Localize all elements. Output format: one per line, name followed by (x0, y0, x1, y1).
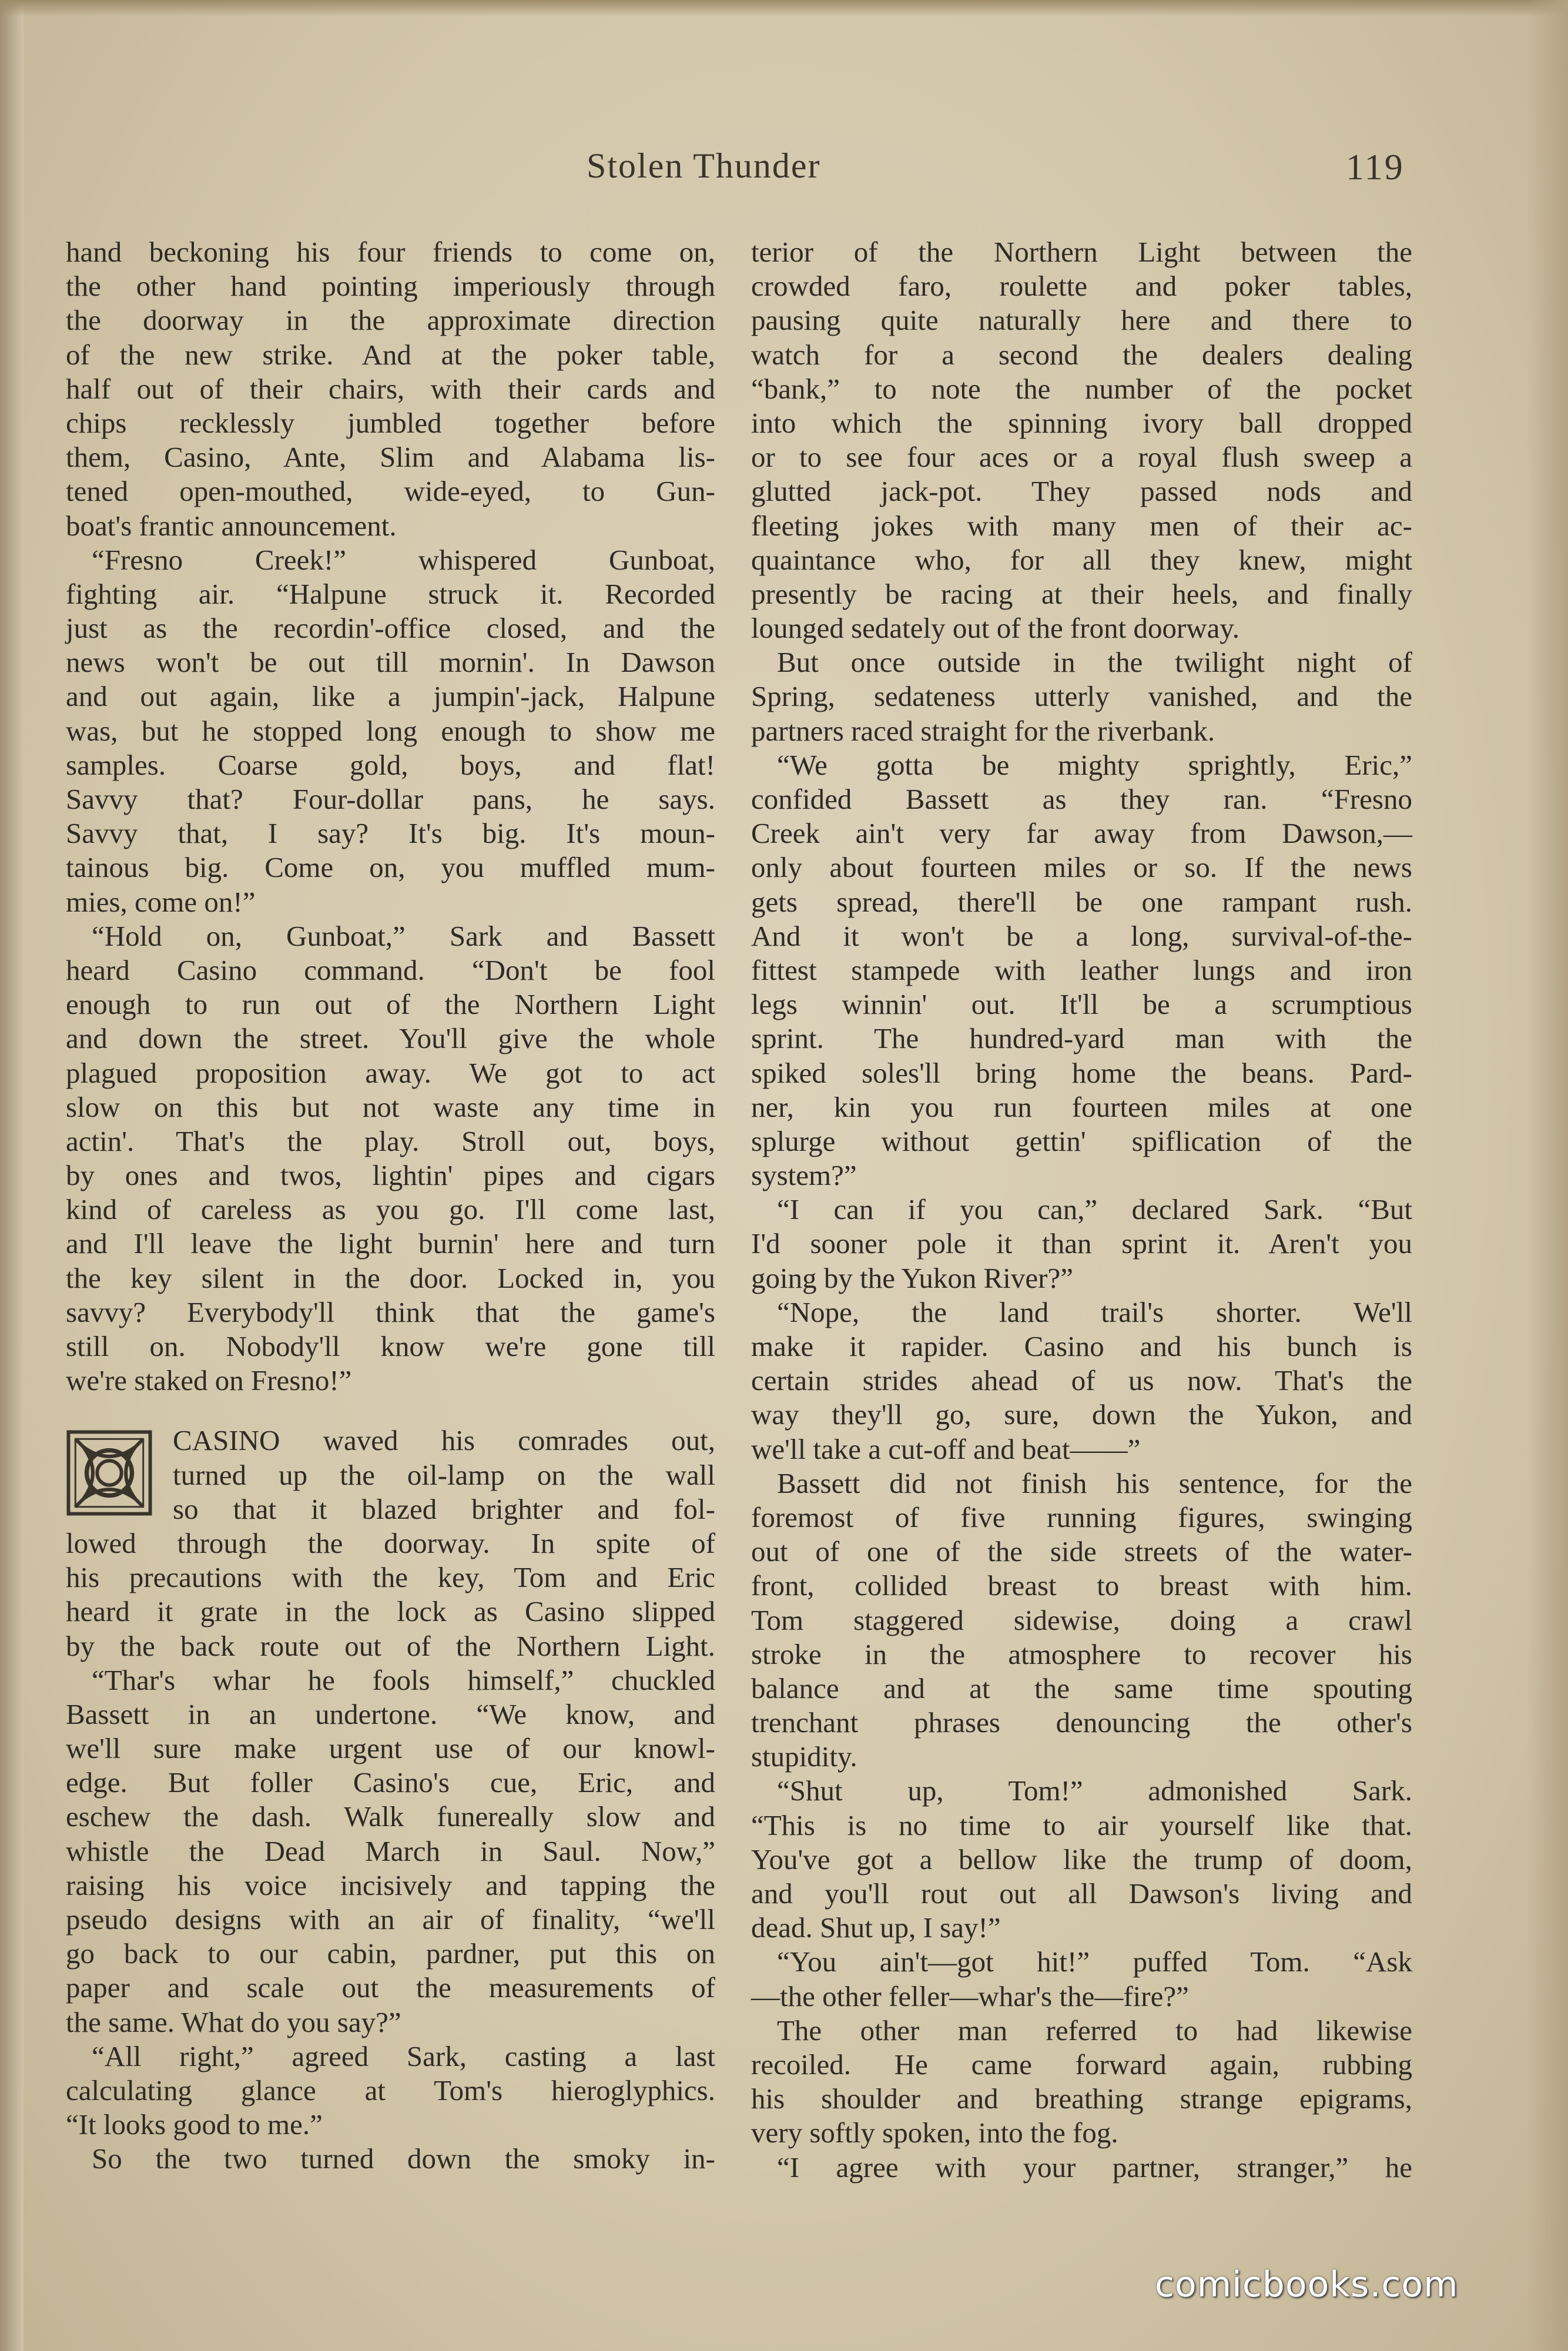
text-line: recoiled. He came forward again, rubbing (751, 2048, 1412, 2081)
text-line: And it won't be a long, survival-of-the- (751, 919, 1412, 952)
section-break (66, 1398, 715, 1424)
text-line: them, Casino, Ante, Slim and Alabama lis- (66, 441, 715, 474)
text-line: “It looks good to me.” (66, 2108, 323, 2141)
text-line: watch for a second the dealers dealing (751, 338, 1412, 371)
text-line: we're staked on Fresno!” (66, 1364, 352, 1397)
text-line: just as the recordin'-office closed, and the (66, 612, 715, 645)
text-line: crowded faro, roulette and poker tables, (751, 270, 1412, 303)
text-line: and you'll rout out all Dawson's living and (751, 1877, 1412, 1910)
text-line: confided Bassett as they ran. “Fresno (751, 783, 1412, 815)
text-line: edge. But foller Casino's cue, Eric, and (66, 1766, 715, 1799)
text-line: stupidity. (751, 1740, 857, 1773)
text-line: I'd sooner pole it than sprint it. Aren't you (751, 1227, 1412, 1260)
page-number: 119 (1346, 148, 1405, 187)
text-line: foremost of five running figures, swinging (751, 1501, 1412, 1533)
running-title: Stolen Thunder (587, 146, 821, 185)
text-line: “We gotta be mighty sprightly, Eric,” (777, 748, 1412, 781)
text-line: spiked soles'll bring home the beans. Pard- (751, 1056, 1412, 1089)
text-line: calculating glance at Tom's hieroglyphics. (66, 2074, 715, 2106)
text-line: tened open-mouthed, wide-eyed, to Gun- (66, 475, 715, 508)
text-line: quaintance who, for all they knew, might (751, 543, 1412, 576)
celtic-knot-ornament-icon (66, 1429, 153, 1516)
text-line: pseudo designs with an air of finality, “we'll (66, 1903, 715, 1935)
text-line: “I agree with your partner, stranger,” he (777, 2151, 1412, 2183)
text-line: legs winnin' out. It'll be a scrumptious (751, 988, 1412, 1021)
text-line: half out of their chairs, with their cards and (66, 372, 715, 405)
text-line: the key silent in the door. Locked in, you (66, 1261, 715, 1294)
text-line: the same. What do you say?” (66, 2005, 401, 2038)
text-line (66, 1424, 715, 1458)
text-line: “bank,” to note the number of the pocket (751, 372, 1412, 405)
text-line: “This is no time to air yourself like that. (751, 1809, 1412, 1841)
text-line: samples. Coarse gold, boys, and flat! (66, 748, 715, 781)
text-line: terior of the Northern Light between the (751, 236, 1412, 268)
text-line: glutted jack-pot. They passed nods and (751, 475, 1412, 508)
text-line: we'll take a cut-off and beat——” (751, 1432, 1141, 1465)
text-line: boat's frantic announcement. (66, 509, 397, 542)
text-line: by ones and twos, lightin' pipes and cigars (66, 1159, 715, 1192)
right-text-column (751, 235, 1412, 2185)
text-line: So the two turned down the smoky in- (92, 2142, 715, 2175)
text-line: kind of careless as you go. I'll come last, (66, 1193, 715, 1226)
text-line: chips recklessly jumbled together before (66, 406, 715, 439)
text-line: by the back route out of the Northern Light. (66, 1629, 715, 1662)
text-line: slow on this but not waste any time in (66, 1090, 715, 1123)
text-line: “You ain't—got hit!” puffed Tom. “Ask (777, 1945, 1412, 1978)
text-line: fleeting jokes with many men of their ac- (751, 509, 1412, 542)
text-line: pausing quite naturally here and there to (751, 304, 1412, 337)
text-line: the other hand pointing imperiously through (66, 270, 715, 303)
text-line: partners raced straight for the riverbank. (751, 714, 1215, 747)
text-line: gets spread, there'll be one rampant rush. (751, 885, 1412, 918)
text-line: plagued proposition away. We got to act (66, 1056, 715, 1089)
text-line: the doorway in the approximate direction (66, 304, 715, 337)
text-line: fittest stampede with leather lungs and iron (751, 953, 1412, 986)
text-line: fighting air. “Halpune struck it. Recorded (66, 577, 715, 610)
text-line: out of one of the side streets of the water- (751, 1535, 1412, 1568)
text-line: “All right,” agreed Sark, casting a last (92, 2039, 715, 2072)
text-line: only about fourteen miles or so. If the news (751, 851, 1412, 884)
text-line: Savvy that? Four-dollar pans, he says. (66, 783, 715, 815)
text-line: —the other feller—whar's the—fire?” (751, 1980, 1189, 2012)
text-line: savvy? Everybody'll think that the game's (66, 1295, 715, 1328)
text-line: and down the street. You'll give the whole (66, 1022, 715, 1055)
text-line: actin'. That's the play. Stroll out, boys, (66, 1124, 715, 1157)
text-line: of the new strike. And at the poker table, (66, 338, 715, 371)
text-line: his precautions with the key, Tom and Eric (66, 1561, 715, 1594)
text-line: Savvy that, I say? It's big. It's moun- (66, 817, 715, 850)
text-line: eschew the dash. Walk funereally slow and (66, 1800, 715, 1833)
text-line: very softly spoken, into the fog. (751, 2116, 1118, 2149)
text-line: mies, come on!” (66, 885, 256, 918)
text-line: certain strides ahead of us now. That's the (751, 1364, 1412, 1397)
text-line: You've got a bellow like the trump of doom, (751, 1843, 1412, 1876)
text-line: “Fresno Creek!” whispered Gunboat, (92, 543, 715, 576)
text-line: “Shut up, Tom!” admonished Sark. (777, 1774, 1412, 1807)
text-line: Tom staggered sidewise, doing a crawl (751, 1603, 1412, 1636)
text-line: lowed through the doorway. In spite of (66, 1526, 715, 1559)
text-line: still on. Nobody'll know we're gone till (66, 1330, 715, 1362)
text-line: system?” (751, 1159, 857, 1192)
left-text-column (66, 235, 715, 2176)
page-edge-shadow-top (0, 0, 1568, 16)
text-line: Bassett in an undertone. “We know, and (66, 1697, 715, 1730)
text-line: turned up the oil-lamp on the wall (173, 1458, 715, 1491)
text-line: Bassett did not finish his sentence, for the (777, 1466, 1412, 1499)
text-line: so that it blazed brighter and fol- (173, 1492, 715, 1525)
text-line: splurge without gettin' spiflication of the (751, 1124, 1412, 1157)
text-line: we'll sure make urgent use of our knowl- (66, 1732, 715, 1765)
text-line: news won't be out till mornin'. In Dawson (66, 646, 715, 679)
text-line: dead. Shut up, I say!” (751, 1911, 1001, 1944)
text-line: enough to run out of the Northern Light (66, 988, 715, 1021)
text-line: Spring, sedateness utterly vanished, and the (751, 680, 1412, 713)
text-line: presently be racing at their heels, and finally (751, 577, 1412, 610)
text-line: going by the Yukon River?” (751, 1261, 1073, 1294)
text-line: go back to our cabin, pardner, put this on (66, 1937, 715, 1970)
text-line: stroke in the atmosphere to recover his (751, 1637, 1412, 1670)
text-line: make it rapider. Casino and his bunch is (751, 1330, 1412, 1362)
text-line: Creek ain't very far away from Dawson,— (751, 817, 1412, 850)
text-line: way they'll go, sure, down the Yukon, and (751, 1398, 1412, 1431)
text-line: tainous big. Come on, you muffled mum- (66, 851, 715, 884)
text-line: “Thar's whar he fools himself,” chuckled (92, 1663, 715, 1696)
text-line: trenchant phrases denouncing the other's (751, 1706, 1412, 1739)
text-line: whistle the Dead March in Saul. Now,” (66, 1834, 715, 1867)
text-line: hand beckoning his four friends to come on, (66, 236, 715, 268)
text-line: front, collided breast to breast with him. (751, 1569, 1412, 1602)
text-line: sprint. The hundred-yard man with the (751, 1022, 1412, 1055)
text-line: and I'll leave the light burnin' here and turn (66, 1227, 715, 1260)
text-line: lounged sedately out of the front doorway. (751, 612, 1239, 645)
text-line: or to see four aces or a royal flush sweep a (751, 441, 1412, 474)
drop-initial-text: CASINO waved his comrades out, (173, 1424, 715, 1457)
watermark: comicbooks.com (1155, 2264, 1459, 2305)
text-line: The other man referred to had likewise (777, 2014, 1412, 2047)
text-line: But once outside in the twilight night of (777, 646, 1412, 679)
text-line: “I can if you can,” declared Sark. “But (777, 1193, 1412, 1226)
text-line: heard it grate in the lock as Casino slipped (66, 1595, 715, 1628)
text-line: into which the spinning ivory ball dropped (751, 406, 1412, 439)
page-edge-shadow-right (1527, 0, 1568, 2351)
text-line: heard Casino command. “Don't be fool (66, 953, 715, 986)
text-line: “Nope, the land trail's shorter. We'll (777, 1295, 1412, 1328)
text-line: raising his voice incisively and tapping the (66, 1868, 715, 1901)
page-edge-shadow-left (0, 0, 24, 2351)
text-line: his shoulder and breathing strange epigrams, (751, 2082, 1412, 2115)
text-line: was, but he stopped long enough to show me (66, 714, 715, 747)
text-line: “Hold on, Gunboat,” Sark and Bassett (92, 919, 715, 952)
text-line: paper and scale out the measurements of (66, 1971, 715, 2004)
text-line: and out again, like a jumpin'-jack, Halpune (66, 680, 715, 713)
text-line: ner, kin you run fourteen miles at one (751, 1090, 1412, 1123)
text-line: balance and at the same time spouting (751, 1672, 1412, 1704)
